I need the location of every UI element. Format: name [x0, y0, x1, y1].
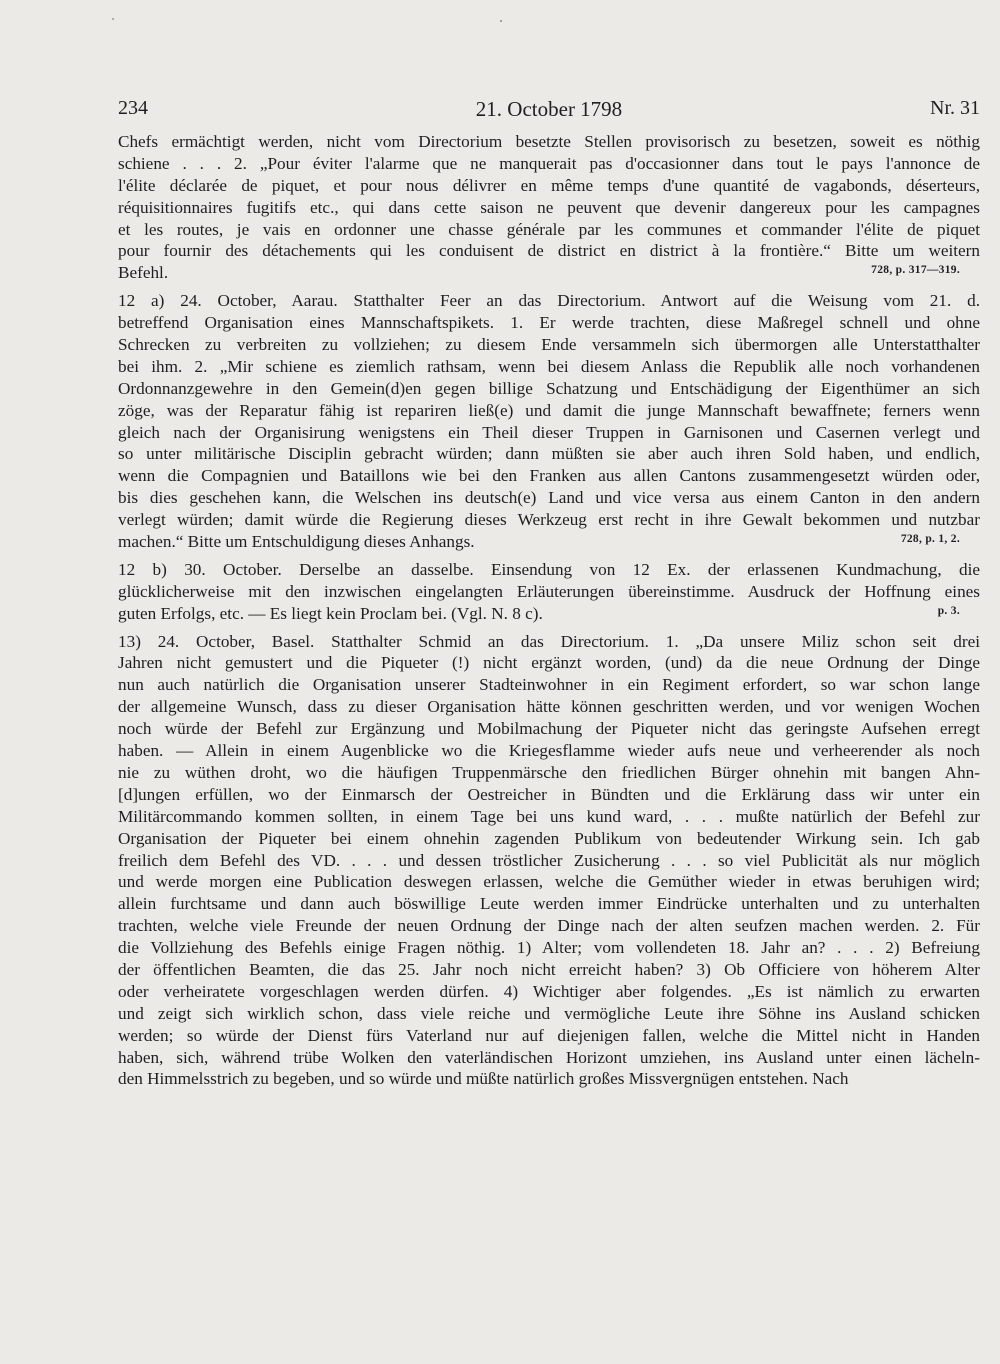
text-line [118, 603, 980, 625]
line-text: 12 a) 24. October, Aarau. Statthalter Feer an das Directorium. Antwort auf die Weisung vom 21. d. [118, 291, 980, 311]
line-text: Ordonnanzgewehre in den Gemein(d)en gegen billige Schatzung und Entschädigung der Eigenthümer an sich [118, 378, 980, 398]
text-line [118, 531, 980, 553]
line-text: gleich nach der Organisirung wenigstens ein Theil dieser Truppen in Garnisonen und Casernen verlegt und [118, 422, 980, 442]
paragraph [118, 559, 980, 625]
text-line [118, 465, 980, 487]
text-line [118, 762, 980, 784]
header-date: 21. October 1798 [475, 97, 623, 121]
line-text: wenn die Compagnien und Bataillons wie bei den Franken aus allen Cantons zusammengesetzt würden oder, [118, 466, 980, 486]
text-line [118, 153, 980, 175]
line-text: zöge, was der Reparatur fähig ist repariren ließ(e) und damit die junge Mannschaft bewaffnete; ferners wenn [118, 400, 980, 420]
text-line [118, 850, 980, 872]
text-line [118, 740, 980, 762]
line-text: Jahren nicht gemustert und die Piqueter (!) nicht ergänzt worden, (und) da die neue Ordnung der Dinge [118, 653, 980, 673]
text-line [118, 240, 980, 262]
page-number: 234 [118, 97, 148, 119]
line-text: betreffend Organisation eines Mannschaftspikets. 1. Er werde trachten, diese Maßregel schnell und ohne [118, 313, 980, 333]
text-line [118, 959, 980, 981]
archive-reference: 728, p. 317—319. [871, 264, 960, 277]
text-line [118, 828, 980, 850]
text-line [118, 1068, 980, 1090]
text-line [118, 197, 980, 219]
line-text: pour fournir des détachements qui les conduisent de district en district à la frontière.“ Bitte um weitern [118, 241, 980, 261]
line-text: trachten, welche viele Freunde der neuen Ordnung der Dinge nach der alten seufzen machen werden. 2. Für [118, 916, 980, 936]
text-line [118, 1025, 980, 1047]
line-text: verlegt würden; damit würde die Regierung dieses Werkzeug erst recht in ihre Gewalt bekommen und nutzbar [118, 510, 980, 530]
text-line [118, 581, 980, 603]
line-text: oder verheiratete vorgeschlagen werden dürfen. 4) Wichtiger aber folgendes. „Es ist nämlich zu erwarten [118, 981, 980, 1001]
text-line [118, 652, 980, 674]
text-line [118, 696, 980, 718]
text-line [118, 356, 980, 378]
text-line [118, 1047, 980, 1069]
line-text: und zeigt sich wirklich schon, dass viele reiche und vermögliche Leute ihre Söhne ins Ausland schicken [118, 1003, 980, 1023]
text-line [118, 400, 980, 422]
line-text: glücklicherweise mit den inzwischen eingelangten Erläuterungen übereinstimme. Ausdruck der Hoffnung eines [118, 581, 980, 601]
line-text: und werde morgen eine Publication deswegen erlassen, welche die Gemüther wieder in etwas beruhigen wird; [118, 872, 980, 892]
line-text: guten Erfolgs, etc. — Es liegt kein Proclam bei. (Vgl. N. 8 c). [118, 603, 543, 623]
line-text: noch würde der Befehl zur Ergänzung und Mobilmachung der Piqueter nicht das geringste Aufsehen erregt [118, 719, 980, 739]
line-text: Schrecken zu verbreiten zu vollziehen; zu diesem Ende versammeln sich übermorgen alle Unterstatthalter [118, 335, 980, 355]
line-text: 13) 24. October, Basel. Statthalter Schmid an das Directorium. 1. „Da unsere Miliz schon seit drei [118, 631, 980, 651]
text-line [118, 718, 980, 740]
line-text: haben, sich, während trübe Wolken den vaterländischen Horizont umziehen, ins Ausland unter einen lächeln- [118, 1047, 980, 1067]
running-header [118, 97, 980, 127]
line-text: Organisation der Piqueter bei einem ohnehin zagenden Publikum von bedeutender Wirkung sein. Ich gab [118, 828, 980, 848]
line-text: et les routes, je vais en ordonner une chasse générale par les communes et commander l'élite de piquet [118, 219, 980, 239]
text-line [118, 981, 980, 1003]
text-line [118, 443, 980, 465]
paragraph [118, 131, 980, 284]
document-body [118, 131, 980, 1090]
text-line [118, 937, 980, 959]
text-line [118, 915, 980, 937]
text-line [118, 378, 980, 400]
line-text: machen.“ Bitte um Entschuldigung dieses Anhangs. [118, 532, 475, 552]
text-line [118, 509, 980, 531]
line-text: schiene . . . 2. „Pour éviter l'alarme que ne manquerait pas d'occasionner dans tout le pays l'annonce de [118, 153, 980, 173]
line-text: der allgemeine Wunsch, dass zu dieser Organisation hätte können geschritten werden, und vor wenigen Wochen [118, 697, 980, 717]
line-text: die Vollziehung des Befehls einige Fragen nöthig. 1) Alter; vom vollendeten 18. Jahr an? . . . 2) Befreiung [118, 938, 980, 958]
line-text: Militärcommando kommen sollten, in einem Tage bei uns kund ward, . . . mußte natürlich der Befehl zur [118, 806, 980, 826]
paper-speck [112, 18, 114, 20]
line-text: nie zu wüthen droht, wo die häufigen Truppenmärsche den friedlichen Bürger ohnehin mit bangen Ahn- [118, 762, 980, 782]
text-line [118, 559, 980, 581]
text-line [118, 631, 980, 653]
line-text: freilich dem Befehl des VD. . . . und dessen tröstlicher Zusicherung . . . so viel Publicität als nur möglich [118, 850, 980, 870]
text-line [118, 422, 980, 444]
text-line [118, 806, 980, 828]
line-text: der öffentlichen Beamten, die das 25. Jahr noch nicht erreicht haben? 3) Ob Officiere von höherem Alter [118, 959, 980, 979]
line-text: werden; so würde der Dienst fürs Vaterland nur auf diejenigen fallen, welche die Mittel nicht in Handen [118, 1025, 980, 1045]
line-text: 12 b) 30. October. Derselbe an dasselbe. Einsendung von 12 Ex. der erlassenen Kundmachung, die [118, 559, 980, 579]
archive-reference: p. 3. [937, 604, 960, 617]
line-text: nun auch natürlich die Organisation unserer Stadteinwohner in ein Regiment erfordert, so war schon lange [118, 675, 980, 695]
line-text: réquisitionnaires fugitifs etc., qui dans cette saison ne peuvent que devenir dangereux pour les campagnes [118, 197, 980, 217]
paper-speck [500, 20, 502, 22]
line-text: so unter militärische Disciplin gebracht würden; dann müßten sie aber auch ihren Sold haben, und endlich, [118, 444, 980, 464]
paragraph [118, 290, 980, 553]
archive-reference: 728, p. 1, 2. [900, 533, 960, 546]
text-line [118, 334, 980, 356]
section-number: Nr. 31 [930, 97, 980, 119]
paragraph [118, 631, 980, 1091]
line-text: Befehl. [118, 263, 169, 283]
line-text: bis dies geschehen kann, die Welschen ins deutsch(e) Land und vice versa aus einem Canton in den andern [118, 488, 980, 508]
text-line [118, 312, 980, 334]
line-text: bei ihm. 2. „Mir schiene es ziemlich rathsam, wenn bei diesem Anlass die Republik alle noch vorhandenen [118, 356, 980, 376]
line-text: [d]ungen erfüllen, wo der Einmarsch der Oestreicher in Bündten und die Erklärung dass wir unter ein [118, 784, 980, 804]
text-line [118, 784, 980, 806]
line-text: l'élite déclarée de piquet, et pour nous délivrer en même temps d'une quantité de vagabonds, déserteurs, [118, 175, 980, 195]
text-line [118, 1003, 980, 1025]
text-line [118, 175, 980, 197]
text-line [118, 674, 980, 696]
text-line [118, 487, 980, 509]
line-text: allein furchtsame und dann auch böswillige Leute werden immer Eindrücke unterhalten und zu unterhalten [118, 894, 980, 914]
line-text: Chefs ermächtigt werden, nicht vom Directorium besetzte Stellen provisorisch zu besetzen, soweit es nöthig [118, 132, 980, 151]
text-line [118, 219, 980, 241]
line-text: den Himmelsstrich zu begeben, und so würde und müßte natürlich großes Missvergnügen entstehen. Nach [118, 1069, 849, 1089]
line-text: haben. — Allein in einem Augenblicke wo die Kriegesflamme wieder aufs neue und verheerender als noch [118, 741, 980, 761]
text-line [118, 131, 980, 153]
text-line [118, 893, 980, 915]
text-line [118, 871, 980, 893]
text-line [118, 290, 980, 312]
text-line [118, 262, 980, 284]
